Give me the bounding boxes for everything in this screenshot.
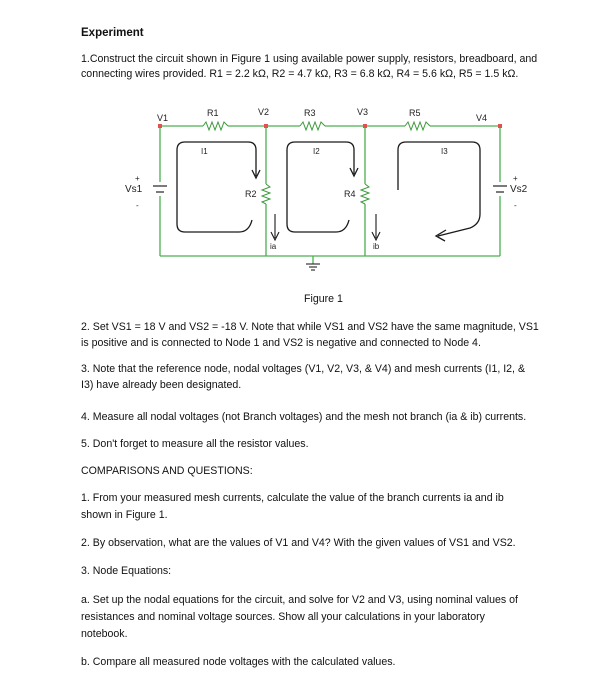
experiment-heading: Experiment (81, 27, 144, 39)
r4-resistor (361, 184, 369, 204)
label-vs1-plus: + (135, 174, 140, 183)
step-5: 5. Don't forget to measure all the resistor values. (81, 438, 309, 450)
r3-resistor (300, 122, 325, 130)
label-vs2: Vs2 (510, 184, 528, 195)
r2-resistor (262, 184, 270, 204)
label-vs1: Vs1 (125, 184, 143, 195)
circuit-figure (0, 98, 602, 298)
label-vs1-minus: - (136, 201, 139, 210)
step-2-line-2: is positive and is connected to Node 1 and VS2 is negative and connected to Node 4. (81, 337, 481, 349)
label-r3: R3 (304, 108, 316, 118)
question-3: 3. Node Equations: (81, 565, 172, 577)
label-vs2-plus: + (513, 174, 518, 183)
label-r4: R4 (344, 189, 356, 199)
node-v4-dot (498, 124, 502, 128)
question-3a-line-2: resistances and nominal voltage sources. Show all your calculations in your laboratory (81, 611, 485, 623)
resistors (203, 122, 430, 204)
step-1-line-1: 1.Construct the circuit shown in Figure 1 using available power supply, resistors, breadboard, and (81, 53, 538, 65)
node-v1-dot (158, 124, 162, 128)
label-i2: I2 (313, 147, 320, 156)
question-3b: b. Compare all measured node voltages with the calculated values. (81, 656, 396, 668)
step-4: 4. Measure all nodal voltages (not Branch voltages) and the mesh not branch (ia & ib) currents. (81, 411, 527, 423)
node-v2-dot (264, 124, 268, 128)
sources (153, 186, 507, 192)
mesh-loops (177, 142, 480, 241)
label-vs2-minus: - (514, 201, 517, 210)
label-ia: ia (270, 242, 277, 251)
step-2-line-1: 2. Set VS1 = 18 V and VS2 = -18 V. Note that while VS1 and VS2 have the same magnitude, VS1 (81, 321, 539, 333)
r5-resistor (405, 122, 430, 130)
label-r5: R5 (409, 108, 421, 118)
mesh-i1-loop (177, 142, 256, 232)
circuit-wires (160, 126, 500, 264)
label-r2: R2 (245, 189, 257, 199)
label-v3: V3 (357, 107, 369, 117)
label-i1: I1 (201, 147, 208, 156)
step-3-line-1: 3. Note that the reference node, nodal voltages (V1, V2, V3, & V4) and mesh currents (I1, I2, & (81, 363, 526, 375)
node-v3-dot (363, 124, 367, 128)
step-3-line-2: I3) have already been designated. (81, 379, 242, 391)
label-r1: R1 (207, 108, 219, 118)
label-ib: ib (373, 242, 380, 251)
step-1-line-2: connecting wires provided. R1 = 2.2 kΩ, R2 = 4.7 kΩ, R3 = 6.8 kΩ, R4 = 5.6 kΩ, R5 = 1.5 kΩ. (81, 68, 519, 80)
label-v4: V4 (476, 113, 488, 123)
ground-symbol (306, 264, 320, 270)
question-3a-line-3: notebook. (81, 628, 128, 640)
question-1-line-1: 1. From your measured mesh currents, calculate the value of the branch currents ia and ib (81, 492, 504, 504)
question-1-line-2: shown in Figure 1. (81, 509, 168, 521)
r1-resistor (203, 122, 228, 130)
label-v2: V2 (258, 107, 270, 117)
figure-caption: Figure 1 (304, 293, 343, 305)
mesh-i2-loop (287, 142, 354, 232)
label-v1: V1 (157, 113, 169, 123)
question-2: 2. By observation, what are the values of V1 and V4? With the given values of VS1 and VS2. (81, 537, 516, 549)
label-i3: I3 (441, 147, 448, 156)
mesh-i3-loop (398, 142, 480, 236)
question-3a-line-1: a. Set up the nodal equations for the circuit, and solve for V2 and V3, using nominal values of (81, 594, 518, 606)
comparisons-heading: COMPARISONS AND QUESTIONS: (81, 465, 253, 477)
